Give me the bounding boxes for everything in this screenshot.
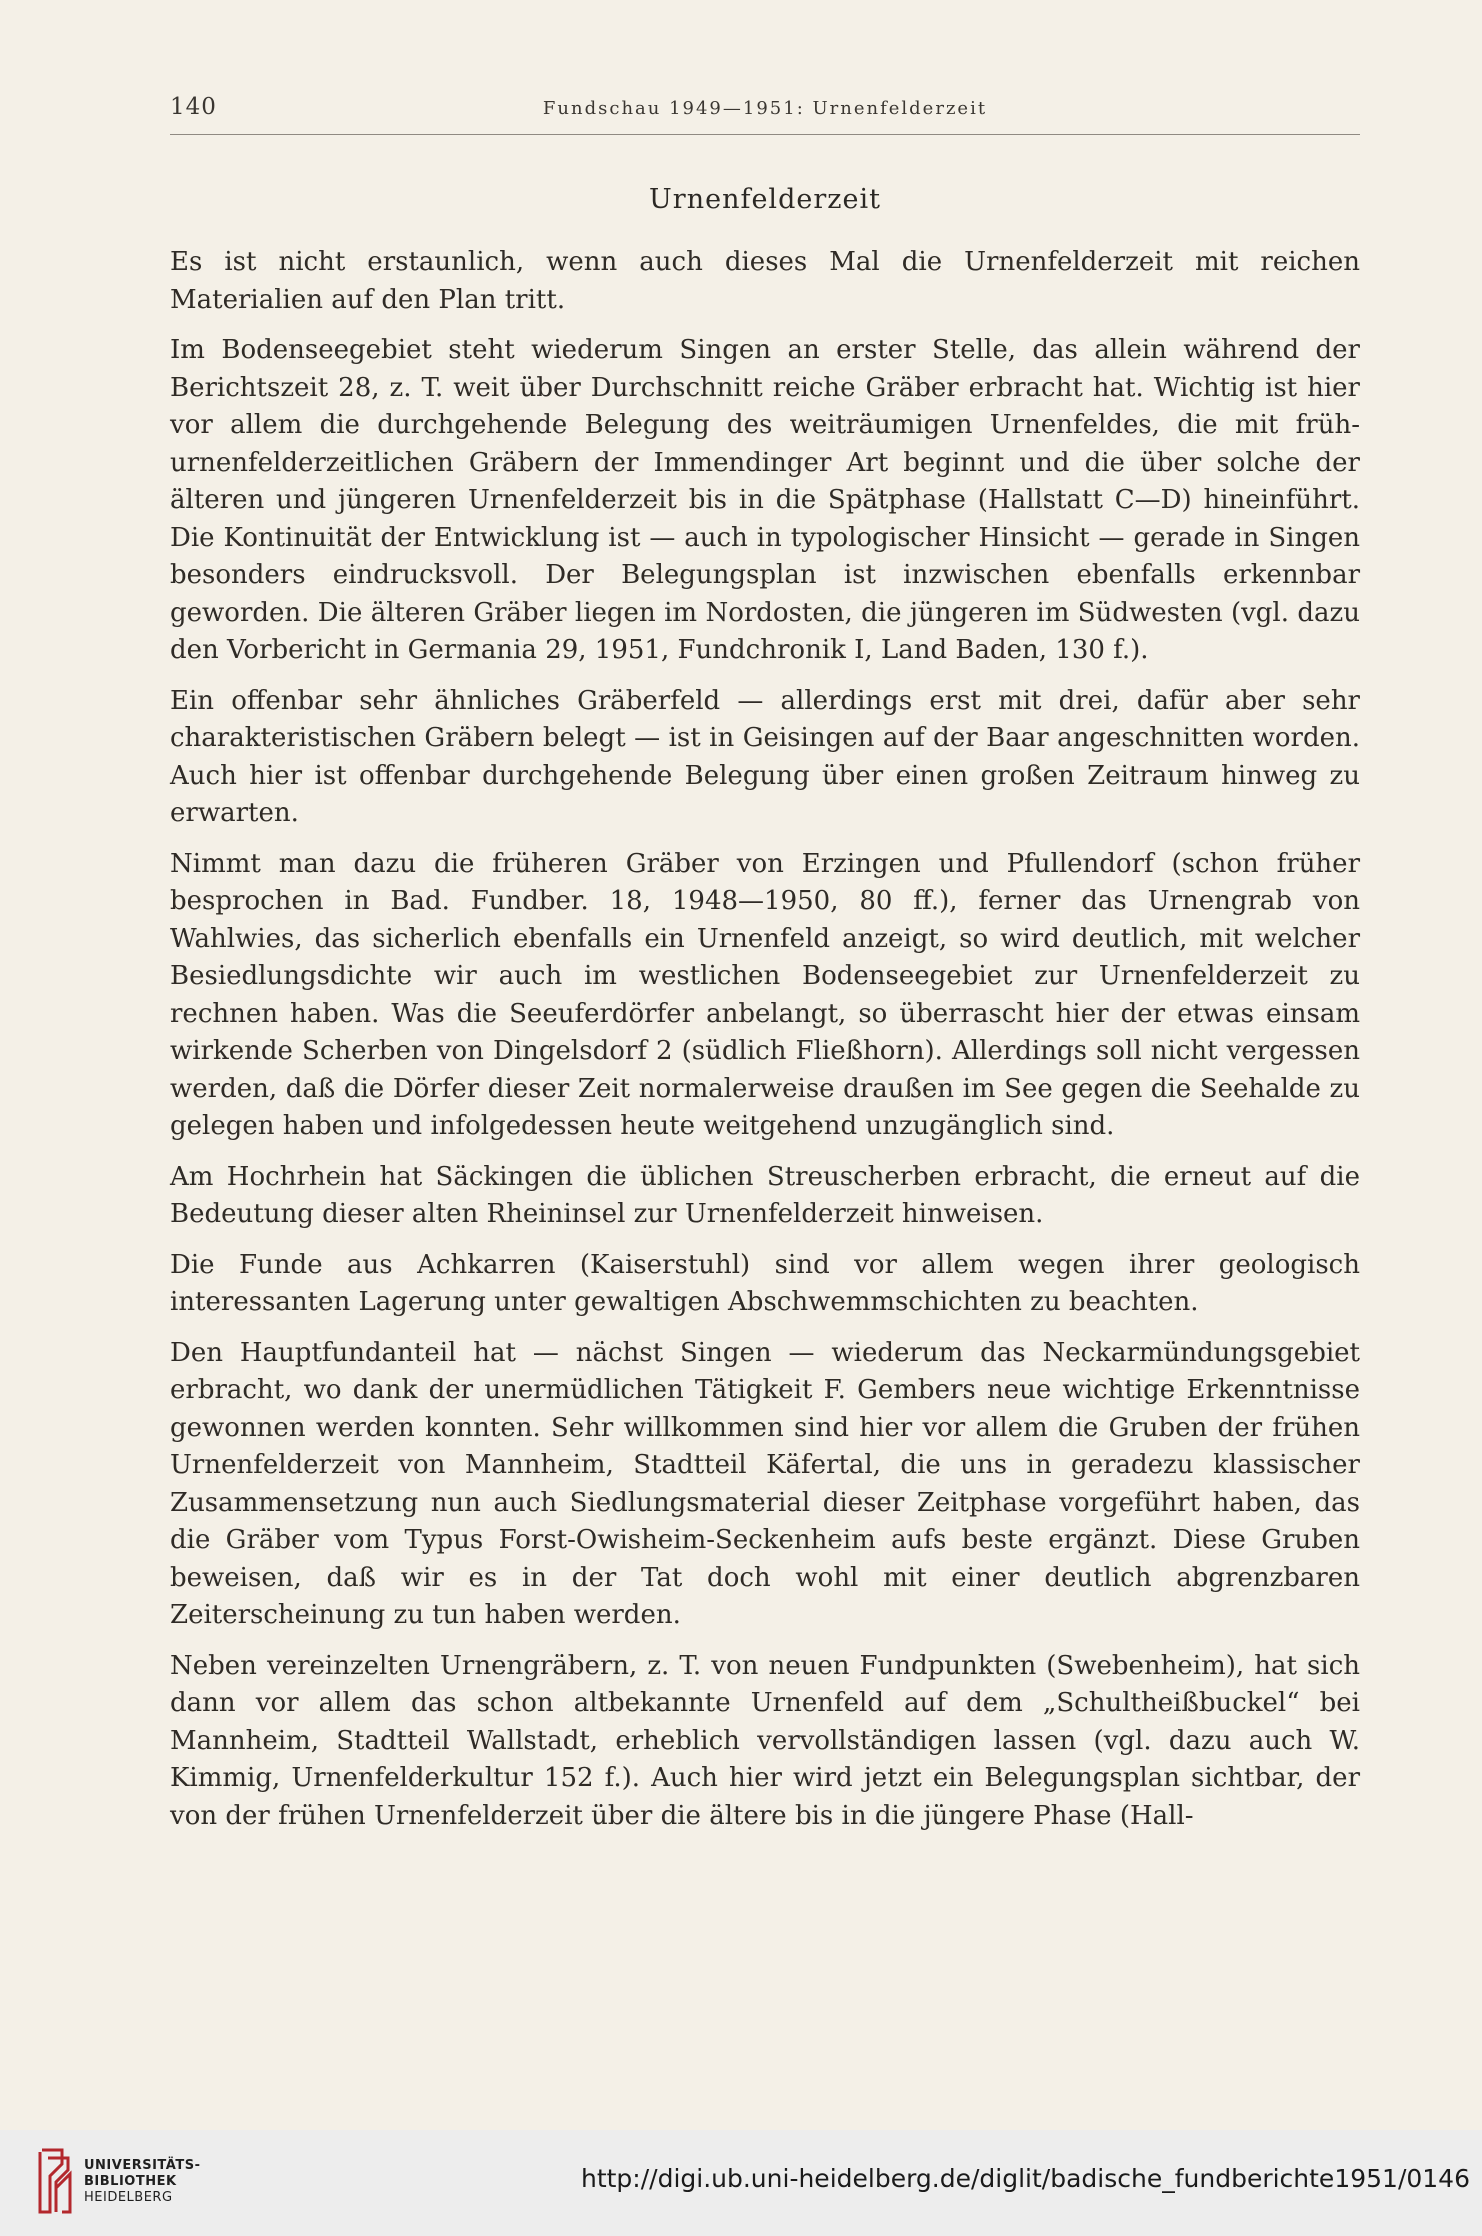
paragraph-3: Ein offenbar sehr ähnliches Gräberfeld — allerdings erst mit drei, dafür aber sehr charakteristischen Gräbern belegt — ist in Geisingen auf der Baar angeschnitten worden. Auch hier ist offenbar durchgehende Belegung über einen großen Zeitraum hinweg zu erwarten. <box>170 685 1360 828</box>
ub-heidelberg-logo-icon <box>34 2144 74 2218</box>
running-title: Fundschau 1949—1951: Urnenfelderzeit <box>542 98 988 119</box>
paragraph-2: Im Bodenseegebiet steht wiederum Singen an erster Stelle, das allein während der Berichtszeit 28, z. T. weit über Durchschnitt reiche Gräber erbracht hat. Wichtig ist hier vor allem die durchgehende Belegung des weiträumigen Urnenfeldes, die mit früh-urnenfelderzeitlichen Gräbern der Immendinger Art beginnt und die über solche der älteren und jüngeren Urnenfelderzeit bis in die Spätphase (Hallstatt C—D) hineinführt. Die Kontinuität der Entwicklung ist — auch in typologischer Hinsicht — gerade in Singen besonders eindrucksvoll. Der Belegungsplan ist inzwischen ebenfalls erkennbar geworden. Die älteren Gräber liegen im Nordosten, die jüngeren im Südwesten (vgl. dazu den Vorbericht in Germania 29, 1951, Fundchronik I, Land Baden, 130 f.). <box>170 335 1360 665</box>
library-name-line-1: UNIVERSITÄTS- <box>84 2158 201 2173</box>
paragraph-8: Neben vereinzelten Urnengräbern, z. T. von neuen Fundpunkten (Swebenheim), hat sich dann vor allem das schon altbekannte Urnenfeld auf dem „Schultheißbuckel“ bei Mannheim, Stadtteil Wallstadt, erheblich vervollständigen lassen (vgl. dazu auch W. Kimmig, Urnenfelderkultur 152 f.). Auch hier wird jetzt ein Belegungsplan sichtbar, der von der frühen Urnenfelderzeit über die ältere bis in die jüngere Phase (Hall- <box>170 1650 1360 1831</box>
library-name-line-2: BIBLIOTHEK <box>84 2174 177 2189</box>
paragraph-5: Am Hochrhein hat Säckingen die üblichen Streuscherben erbracht, die erneut auf die Bedeutung dieser alten Rheininsel zur Urnenfelderzeit hinweisen. <box>170 1161 1360 1229</box>
footer-bar <box>0 2130 1482 2236</box>
page-number: 140 <box>170 94 217 120</box>
paragraph-4: Nimmt man dazu die früheren Gräber von Erzingen und Pfullendorf (schon früher besprochen in Bad. Fundber. 18, 1948—1950, 80 ff.), ferner das Urnengrab von Wahlwies, das sicherlich ebenfalls ein Urnenfeld anzeigt, so wird deutlich, mit welcher Besiedlungsdichte wir auch im westlichen Bodenseegebiet zur Urnenfelderzeit zu rechnen haben. Was die Seeuferdörfer anbelangt, so überrascht hier der etwas einsam wirkende Scherben von Dingelsdorf 2 (südlich Fließhorn). Allerdings soll nicht vergessen werden, daß die Dörfer dieser Zeit normalerweise draußen im See gegen die Seehalde zu gelegen haben und infolgedessen heute weitgehend unzugänglich sind. <box>170 848 1360 1141</box>
running-head <box>170 94 1360 135</box>
source-url-link[interactable]: http://digi.ub.uni-heidelberg.de/diglit/badische_fundberichte1951/0146 <box>580 2164 1470 2193</box>
section-title: Urnenfelderzeit <box>649 184 881 215</box>
paragraph-7: Den Hauptfundanteil hat — nächst Singen — wiederum das Neckarmündungsgebiet erbracht, wo dank der unermüdlichen Tätigkeit F. Gembers neue wichtige Erkenntnisse gewonnen werden konnten. Sehr willkommen sind hier vor allem die Gruben der frühen Urnenfelderzeit von Mannheim, Stadtteil Käfertal, die uns in geradezu klassischer Zusammensetzung nun auch Siedlungsmaterial dieser Zeitphase vorgeführt haben, das die Gräber vom Typus Forst-Owisheim-Seckenheim aufs beste ergänzt. Diese Gruben beweisen, daß wir es in der Tat doch wohl mit einer deutlich abgrenzbaren Zeiterscheinung zu tun haben werden. <box>170 1337 1360 1630</box>
library-name <box>84 2158 200 2206</box>
body-text <box>170 244 1360 1848</box>
paragraph-1: Es ist nicht erstaunlich, wenn auch dieses Mal die Urnenfelderzeit mit reichen Materialien auf den Plan tritt. <box>170 247 1360 315</box>
paragraph-6: Die Funde aus Achkarren (Kaiserstuhl) sind vor allem wegen ihrer geologisch interessanten Lagerung unter gewaltigen Abschwemmschichten zu beachten. <box>170 1249 1360 1317</box>
library-name-line-3: HEIDELBERG <box>84 2190 173 2205</box>
